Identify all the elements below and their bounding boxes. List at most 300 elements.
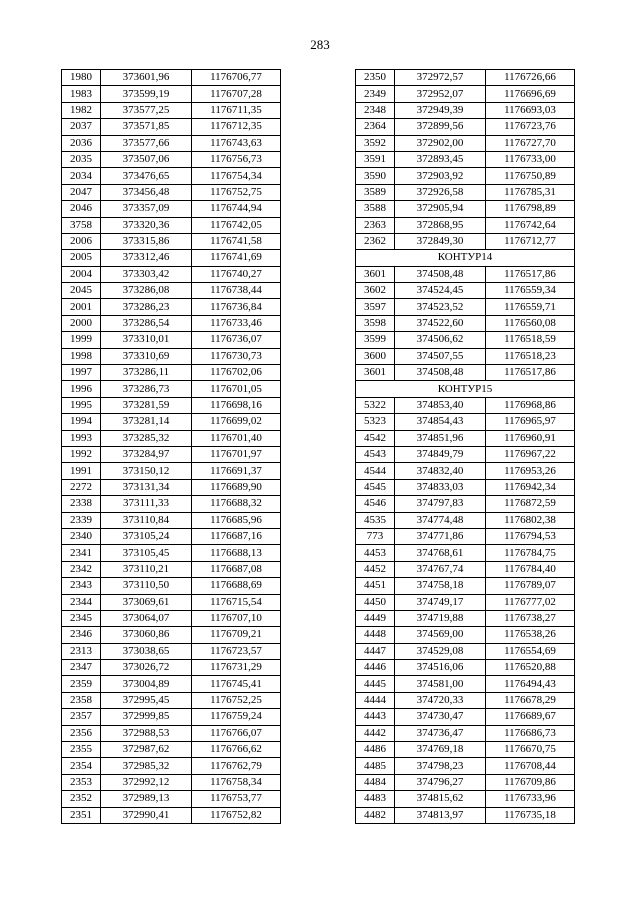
table-row	[356, 742, 575, 758]
y-coordinate-cell: 1176560,08	[486, 315, 575, 331]
point-number-cell: 2345	[62, 610, 101, 626]
table-row	[356, 446, 575, 462]
y-coordinate-cell: 1176689,67	[486, 709, 575, 725]
x-coordinate-cell: 374523,52	[395, 299, 486, 315]
point-number-cell: 4535	[356, 512, 395, 528]
table-row	[356, 151, 575, 167]
y-coordinate-cell: 1176701,40	[192, 430, 281, 446]
y-coordinate-cell: 1176784,75	[486, 545, 575, 561]
point-number-cell: 2005	[62, 250, 101, 266]
x-coordinate-cell: 374719,88	[395, 610, 486, 626]
x-coordinate-cell: 373004,89	[101, 676, 192, 692]
y-coordinate-cell: 1176711,35	[192, 102, 281, 118]
point-number-cell: 1992	[62, 446, 101, 462]
table-row	[62, 774, 281, 790]
table-row	[62, 807, 281, 823]
point-number-cell: 2047	[62, 184, 101, 200]
x-coordinate-cell: 372903,92	[395, 168, 486, 184]
y-coordinate-cell: 1176967,22	[486, 446, 575, 462]
point-number-cell: 2358	[62, 692, 101, 708]
x-coordinate-cell: 373105,45	[101, 545, 192, 561]
table-row	[62, 692, 281, 708]
x-coordinate-cell: 373577,25	[101, 102, 192, 118]
table-row	[62, 201, 281, 217]
point-number-cell: 2348	[356, 102, 395, 118]
point-number-cell: 2343	[62, 578, 101, 594]
y-coordinate-cell: 1176709,21	[192, 627, 281, 643]
point-number-cell: 4486	[356, 742, 395, 758]
x-coordinate-cell: 373312,46	[101, 250, 192, 266]
y-coordinate-cell: 1176699,02	[192, 414, 281, 430]
x-coordinate-cell: 374851,96	[395, 430, 486, 446]
y-coordinate-cell: 1176696,69	[486, 86, 575, 102]
x-coordinate-cell: 374736,47	[395, 725, 486, 741]
table-row	[62, 676, 281, 692]
table-row	[62, 578, 281, 594]
point-number-cell: 3597	[356, 299, 395, 315]
point-number-cell: 4446	[356, 660, 395, 676]
table-row	[356, 512, 575, 528]
x-coordinate-cell: 373110,50	[101, 578, 192, 594]
point-number-cell: 2037	[62, 119, 101, 135]
y-coordinate-cell: 1176701,05	[192, 381, 281, 397]
coordinates-table-right-body	[356, 70, 575, 824]
table-row	[62, 496, 281, 512]
table-row	[356, 709, 575, 725]
point-number-cell: 3590	[356, 168, 395, 184]
point-number-cell: 3591	[356, 151, 395, 167]
y-coordinate-cell: 1176698,16	[192, 397, 281, 413]
x-coordinate-cell: 374506,62	[395, 332, 486, 348]
table-row	[62, 791, 281, 807]
x-coordinate-cell: 373310,69	[101, 348, 192, 364]
point-number-cell: 2036	[62, 135, 101, 151]
x-coordinate-cell: 373110,21	[101, 561, 192, 577]
y-coordinate-cell: 1176554,69	[486, 643, 575, 659]
x-coordinate-cell: 372989,13	[101, 791, 192, 807]
y-coordinate-cell: 1176518,59	[486, 332, 575, 348]
table-row	[62, 135, 281, 151]
table-row	[356, 578, 575, 594]
table-row	[62, 250, 281, 266]
point-number-cell: 2004	[62, 266, 101, 282]
y-coordinate-cell: 1176701,97	[192, 446, 281, 462]
x-coordinate-cell: 373131,34	[101, 479, 192, 495]
y-coordinate-cell: 1176766,62	[192, 742, 281, 758]
coordinates-table-left	[61, 69, 281, 824]
y-coordinate-cell: 1176693,03	[486, 102, 575, 118]
x-coordinate-cell: 374720,33	[395, 692, 486, 708]
table-row	[356, 627, 575, 643]
y-coordinate-cell: 1176538,26	[486, 627, 575, 643]
x-coordinate-cell: 373026,72	[101, 660, 192, 676]
point-number-cell: 3592	[356, 135, 395, 151]
table-row	[62, 660, 281, 676]
x-coordinate-cell: 374508,48	[395, 365, 486, 381]
table-row	[62, 725, 281, 741]
x-coordinate-cell: 374797,83	[395, 496, 486, 512]
table-row	[62, 758, 281, 774]
y-coordinate-cell: 1176689,90	[192, 479, 281, 495]
section-header-row	[356, 250, 575, 266]
y-coordinate-cell: 1176785,31	[486, 184, 575, 200]
y-coordinate-cell: 1176968,86	[486, 397, 575, 413]
point-number-cell: 2362	[356, 233, 395, 249]
point-number-cell: 2340	[62, 528, 101, 544]
table-row	[62, 348, 281, 364]
x-coordinate-cell: 374853,40	[395, 397, 486, 413]
table-row	[62, 217, 281, 233]
table-row	[62, 742, 281, 758]
table-row	[62, 446, 281, 462]
point-number-cell: 2351	[62, 807, 101, 823]
x-coordinate-cell: 373310,01	[101, 332, 192, 348]
x-coordinate-cell: 373599,19	[101, 86, 192, 102]
x-coordinate-cell: 374833,03	[395, 479, 486, 495]
x-coordinate-cell: 372985,32	[101, 758, 192, 774]
point-number-cell: 2342	[62, 561, 101, 577]
table-row	[62, 70, 281, 86]
x-coordinate-cell: 373105,24	[101, 528, 192, 544]
x-coordinate-cell: 372902,00	[395, 135, 486, 151]
x-coordinate-cell: 373281,59	[101, 397, 192, 413]
point-number-cell: 2355	[62, 742, 101, 758]
x-coordinate-cell: 373281,14	[101, 414, 192, 430]
x-coordinate-cell: 374813,97	[395, 807, 486, 823]
point-number-cell: 773	[356, 528, 395, 544]
y-coordinate-cell: 1176754,34	[192, 168, 281, 184]
y-coordinate-cell: 1176715,54	[192, 594, 281, 610]
x-coordinate-cell: 374522,60	[395, 315, 486, 331]
y-coordinate-cell: 1176762,79	[192, 758, 281, 774]
point-number-cell: 2341	[62, 545, 101, 561]
y-coordinate-cell: 1176706,77	[192, 70, 281, 86]
table-row	[356, 479, 575, 495]
point-number-cell: 4545	[356, 479, 395, 495]
table-row	[356, 610, 575, 626]
point-number-cell: 1993	[62, 430, 101, 446]
point-number-cell: 2353	[62, 774, 101, 790]
x-coordinate-cell: 374774,48	[395, 512, 486, 528]
x-coordinate-cell: 374529,08	[395, 643, 486, 659]
point-number-cell: 2000	[62, 315, 101, 331]
y-coordinate-cell: 1176685,96	[192, 512, 281, 528]
x-coordinate-cell: 373111,33	[101, 496, 192, 512]
point-number-cell: 2356	[62, 725, 101, 741]
point-number-cell: 1983	[62, 86, 101, 102]
table-row	[356, 725, 575, 741]
table-row	[62, 414, 281, 430]
point-number-cell: 3602	[356, 283, 395, 299]
y-coordinate-cell: 1176688,32	[192, 496, 281, 512]
table-row	[62, 709, 281, 725]
x-coordinate-cell: 372949,39	[395, 102, 486, 118]
table-row	[62, 184, 281, 200]
point-number-cell: 5323	[356, 414, 395, 430]
y-coordinate-cell: 1176670,75	[486, 742, 575, 758]
table-row	[62, 479, 281, 495]
point-number-cell: 4445	[356, 676, 395, 692]
x-coordinate-cell: 374507,55	[395, 348, 486, 364]
y-coordinate-cell: 1176742,05	[192, 217, 281, 233]
y-coordinate-cell: 1176744,94	[192, 201, 281, 217]
x-coordinate-cell: 373286,11	[101, 365, 192, 381]
x-coordinate-cell: 374569,00	[395, 627, 486, 643]
point-number-cell: 4450	[356, 594, 395, 610]
table-row	[356, 70, 575, 86]
table-row	[356, 299, 575, 315]
point-number-cell: 4485	[356, 758, 395, 774]
y-coordinate-cell: 1176688,13	[192, 545, 281, 561]
y-coordinate-cell: 1176752,25	[192, 692, 281, 708]
point-number-cell: 1996	[62, 381, 101, 397]
table-row	[356, 463, 575, 479]
y-coordinate-cell: 1176687,08	[192, 561, 281, 577]
x-coordinate-cell: 374758,18	[395, 578, 486, 594]
table-row	[62, 528, 281, 544]
y-coordinate-cell: 1176742,64	[486, 217, 575, 233]
x-coordinate-cell: 373571,85	[101, 119, 192, 135]
section-title: КОНТУР14	[356, 250, 575, 266]
table-row	[356, 561, 575, 577]
y-coordinate-cell: 1176753,77	[192, 791, 281, 807]
point-number-cell: 4452	[356, 561, 395, 577]
table-row	[356, 594, 575, 610]
table-row	[356, 168, 575, 184]
x-coordinate-cell: 372972,57	[395, 70, 486, 86]
y-coordinate-cell: 1176517,86	[486, 266, 575, 282]
x-coordinate-cell: 373285,32	[101, 430, 192, 446]
point-number-cell: 1997	[62, 365, 101, 381]
point-number-cell: 1994	[62, 414, 101, 430]
table-row	[62, 643, 281, 659]
point-number-cell: 4482	[356, 807, 395, 823]
y-coordinate-cell: 1176494,43	[486, 676, 575, 692]
y-coordinate-cell: 1176872,59	[486, 496, 575, 512]
y-coordinate-cell: 1176960,91	[486, 430, 575, 446]
y-coordinate-cell: 1176759,24	[192, 709, 281, 725]
point-number-cell: 3598	[356, 315, 395, 331]
y-coordinate-cell: 1176686,73	[486, 725, 575, 741]
x-coordinate-cell: 374516,06	[395, 660, 486, 676]
table-row	[356, 348, 575, 364]
point-number-cell: 3601	[356, 365, 395, 381]
y-coordinate-cell: 1176733,96	[486, 791, 575, 807]
table-row	[356, 332, 575, 348]
point-number-cell: 3601	[356, 266, 395, 282]
point-number-cell: 4484	[356, 774, 395, 790]
x-coordinate-cell: 373286,23	[101, 299, 192, 315]
y-coordinate-cell: 1176740,27	[192, 266, 281, 282]
x-coordinate-cell: 373476,65	[101, 168, 192, 184]
point-number-cell: 4546	[356, 496, 395, 512]
y-coordinate-cell: 1176559,71	[486, 299, 575, 315]
point-number-cell: 3589	[356, 184, 395, 200]
point-number-cell: 4443	[356, 709, 395, 725]
x-coordinate-cell: 374749,17	[395, 594, 486, 610]
y-coordinate-cell: 1176741,58	[192, 233, 281, 249]
table-row	[62, 283, 281, 299]
y-coordinate-cell: 1176738,44	[192, 283, 281, 299]
table-row	[62, 594, 281, 610]
y-coordinate-cell: 1176723,57	[192, 643, 281, 659]
table-row	[62, 233, 281, 249]
section-header-row	[356, 381, 575, 397]
table-row	[356, 397, 575, 413]
y-coordinate-cell: 1176798,89	[486, 201, 575, 217]
point-number-cell: 2034	[62, 168, 101, 184]
x-coordinate-cell: 372995,45	[101, 692, 192, 708]
table-row	[356, 266, 575, 282]
x-coordinate-cell: 372992,12	[101, 774, 192, 790]
x-coordinate-cell: 372990,41	[101, 807, 192, 823]
table-row	[62, 561, 281, 577]
y-coordinate-cell: 1176731,29	[192, 660, 281, 676]
x-coordinate-cell: 372952,07	[395, 86, 486, 102]
y-coordinate-cell: 1176726,66	[486, 70, 575, 86]
y-coordinate-cell: 1176733,00	[486, 151, 575, 167]
y-coordinate-cell: 1176953,26	[486, 463, 575, 479]
point-number-cell: 4543	[356, 446, 395, 462]
point-number-cell: 4444	[356, 692, 395, 708]
point-number-cell: 1999	[62, 332, 101, 348]
point-number-cell: 2364	[356, 119, 395, 135]
y-coordinate-cell: 1176766,07	[192, 725, 281, 741]
point-number-cell: 2347	[62, 660, 101, 676]
point-number-cell: 1998	[62, 348, 101, 364]
table-row	[62, 545, 281, 561]
table-row	[356, 774, 575, 790]
table-row	[62, 365, 281, 381]
y-coordinate-cell: 1176738,27	[486, 610, 575, 626]
y-coordinate-cell: 1176702,06	[192, 365, 281, 381]
table-row	[62, 332, 281, 348]
section-title: КОНТУР15	[356, 381, 575, 397]
y-coordinate-cell: 1176707,10	[192, 610, 281, 626]
table-row	[356, 545, 575, 561]
point-number-cell: 3599	[356, 332, 395, 348]
x-coordinate-cell: 374798,23	[395, 758, 486, 774]
point-number-cell: 2046	[62, 201, 101, 217]
x-coordinate-cell: 374767,74	[395, 561, 486, 577]
y-coordinate-cell: 1176709,86	[486, 774, 575, 790]
table-row	[356, 496, 575, 512]
table-row	[62, 463, 281, 479]
table-row	[356, 184, 575, 200]
table-row	[356, 365, 575, 381]
y-coordinate-cell: 1176743,63	[192, 135, 281, 151]
y-coordinate-cell: 1176708,44	[486, 758, 575, 774]
point-number-cell: 2352	[62, 791, 101, 807]
x-coordinate-cell: 372899,56	[395, 119, 486, 135]
coordinates-table-right	[355, 69, 575, 824]
point-number-cell: 4448	[356, 627, 395, 643]
x-coordinate-cell: 374854,43	[395, 414, 486, 430]
table-row	[356, 86, 575, 102]
x-coordinate-cell: 374796,27	[395, 774, 486, 790]
table-row	[356, 135, 575, 151]
point-number-cell: 4453	[356, 545, 395, 561]
point-number-cell: 4542	[356, 430, 395, 446]
point-number-cell: 2346	[62, 627, 101, 643]
table-row	[62, 430, 281, 446]
y-coordinate-cell: 1176802,38	[486, 512, 575, 528]
x-coordinate-cell: 373064,07	[101, 610, 192, 626]
x-coordinate-cell: 373286,73	[101, 381, 192, 397]
x-coordinate-cell: 372868,95	[395, 217, 486, 233]
table-row	[356, 758, 575, 774]
y-coordinate-cell: 1176678,29	[486, 692, 575, 708]
table-row	[62, 627, 281, 643]
x-coordinate-cell: 374771,86	[395, 528, 486, 544]
x-coordinate-cell: 374815,62	[395, 791, 486, 807]
point-number-cell: 2363	[356, 217, 395, 233]
y-coordinate-cell: 1176520,88	[486, 660, 575, 676]
y-coordinate-cell: 1176789,07	[486, 578, 575, 594]
table-row	[356, 315, 575, 331]
y-coordinate-cell: 1176942,34	[486, 479, 575, 495]
table-row	[62, 381, 281, 397]
table-row	[62, 299, 281, 315]
point-number-cell: 2272	[62, 479, 101, 495]
y-coordinate-cell: 1176758,34	[192, 774, 281, 790]
x-coordinate-cell: 373507,06	[101, 151, 192, 167]
point-number-cell: 1995	[62, 397, 101, 413]
x-coordinate-cell: 374768,61	[395, 545, 486, 561]
y-coordinate-cell: 1176723,76	[486, 119, 575, 135]
x-coordinate-cell: 373577,66	[101, 135, 192, 151]
point-number-cell: 1991	[62, 463, 101, 479]
point-number-cell: 1980	[62, 70, 101, 86]
table-row	[356, 692, 575, 708]
y-coordinate-cell: 1176559,34	[486, 283, 575, 299]
point-number-cell: 3758	[62, 217, 101, 233]
point-number-cell: 2001	[62, 299, 101, 315]
y-coordinate-cell: 1176707,28	[192, 86, 281, 102]
point-number-cell: 2357	[62, 709, 101, 725]
y-coordinate-cell: 1176727,70	[486, 135, 575, 151]
y-coordinate-cell: 1176777,02	[486, 594, 575, 610]
y-coordinate-cell: 1176733,46	[192, 315, 281, 331]
y-coordinate-cell: 1176688,69	[192, 578, 281, 594]
table-row	[62, 151, 281, 167]
x-coordinate-cell: 373150,12	[101, 463, 192, 479]
x-coordinate-cell: 372905,94	[395, 201, 486, 217]
y-coordinate-cell: 1176687,16	[192, 528, 281, 544]
y-coordinate-cell: 1176741,69	[192, 250, 281, 266]
y-coordinate-cell: 1176736,07	[192, 332, 281, 348]
point-number-cell: 2045	[62, 283, 101, 299]
y-coordinate-cell: 1176752,82	[192, 807, 281, 823]
x-coordinate-cell: 373303,42	[101, 266, 192, 282]
point-number-cell: 2349	[356, 86, 395, 102]
point-number-cell: 3588	[356, 201, 395, 217]
x-coordinate-cell: 373286,54	[101, 315, 192, 331]
table-row	[356, 528, 575, 544]
x-coordinate-cell: 373456,48	[101, 184, 192, 200]
x-coordinate-cell: 373284,97	[101, 446, 192, 462]
x-coordinate-cell: 372987,62	[101, 742, 192, 758]
point-number-cell: 4442	[356, 725, 395, 741]
table-row	[356, 430, 575, 446]
point-number-cell: 2350	[356, 70, 395, 86]
table-row	[62, 119, 281, 135]
point-number-cell: 4451	[356, 578, 395, 594]
x-coordinate-cell: 372926,58	[395, 184, 486, 200]
x-coordinate-cell: 373060,86	[101, 627, 192, 643]
point-number-cell: 2338	[62, 496, 101, 512]
table-row	[62, 266, 281, 282]
